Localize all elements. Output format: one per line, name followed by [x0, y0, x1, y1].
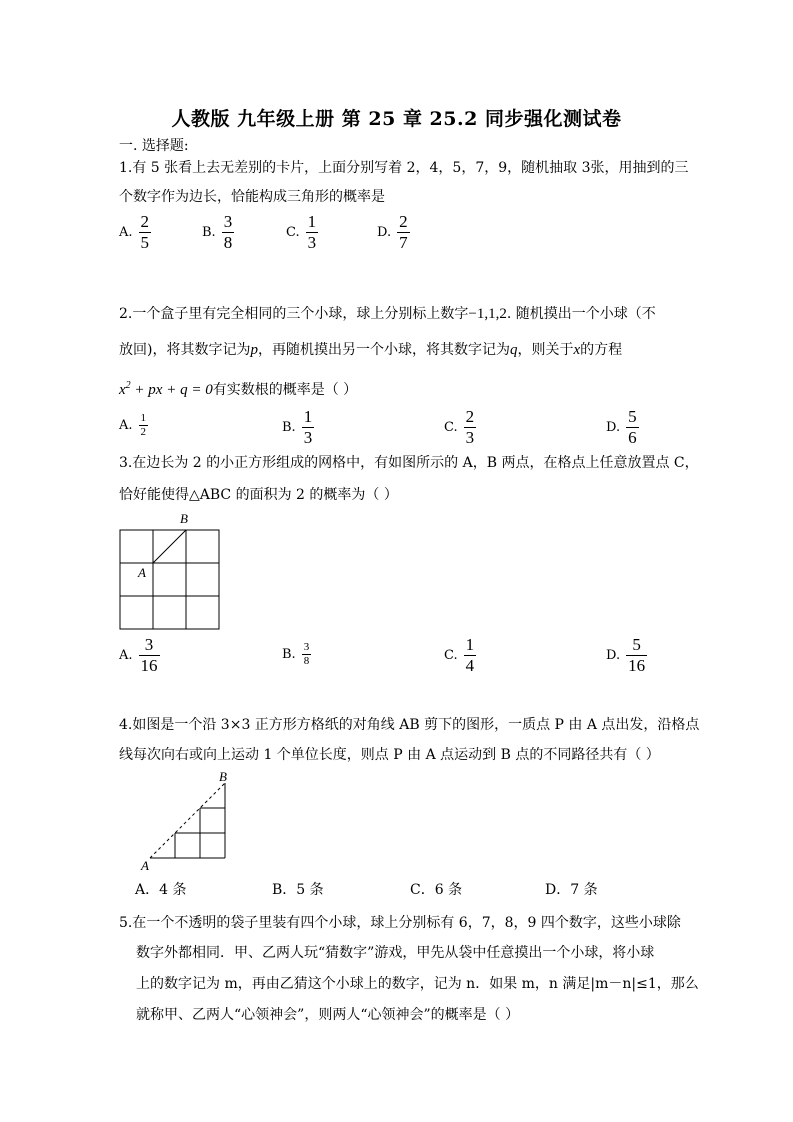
q5-text-line3: 上的数字记为 m，再由乙猜这个小球上的数字，记为 n．如果 m，n 满足|m－n|≤1，那么: [136, 976, 699, 992]
q4-text-line2: 线每次向右或向上运动 1 个单位长度，则点 P 由 A 点运动到 B 点的不同路径共有（ ）: [119, 747, 660, 763]
q3-option-a: A. $\frac{3}{16}$: [119, 635, 158, 675]
page-title: 人教版 九年级上册 第 25 章 25.2 同步强化测试卷: [171, 108, 622, 130]
q3-option-d: D. $\frac{5}{16}$: [606, 635, 646, 675]
q2-option-a: A. $\frac{1}{2}$: [119, 412, 147, 438]
q2-option-b: B. $\frac{1}{3}$: [282, 407, 313, 447]
q3-option-b: B. $\frac{3}{8}$: [282, 641, 310, 667]
q4-option-a: A．4 条: [135, 882, 187, 898]
q5-text-line4: 就称甲、乙两人“心领神会”，则两人“心领神会”的概率是（ ）: [136, 1007, 520, 1023]
q4-option-b: B．5 条: [272, 882, 324, 898]
q4-diagonal-ab: [150, 783, 225, 858]
q2-option-d: D. $\frac{5}{6}$: [606, 407, 637, 447]
q3-grid-figure: [110, 510, 230, 635]
q4-option-d: D．7 条: [545, 882, 598, 898]
q4-label-b: B: [219, 770, 227, 784]
q4-text-line1: 4.如图是一个沿 3×3 正方形方格纸的对角线 AB 剪下的图形，一质点 P 由 A 点出发，沿格点: [119, 717, 700, 733]
q2-equation: $x^2$ + px + q = 0: [119, 380, 213, 398]
q4-option-c: C．6 条: [410, 882, 463, 898]
q3-text-line2: 恰好能使得△ABC 的面积为 2 的概率为（ ）: [119, 487, 398, 503]
q3-grid: [120, 530, 219, 629]
q1-option-b: B. $\frac{3}{8}$: [202, 212, 233, 252]
q5-text-line2: 数字外都相同．甲、乙两人玩“猜数字”游戏，甲先从袋中任意摸出一个小球，将小球: [136, 945, 655, 961]
q1-text-line2: 个数字作为边长，恰能构成三角形的概率是: [119, 189, 385, 205]
q2-text-line2: 放回)，将其数字记为p，再随机摸出另一个小球，将其数字记为q，则关于x的方程: [119, 342, 623, 358]
q3-segment-ab: [153, 530, 186, 563]
q2-text-line3: $x^2$ + px + q = 0有实数根的概率是（ ）: [119, 380, 358, 398]
q1-option-c: C. $\frac{1}{3}$: [286, 212, 317, 252]
q3-text-line1: 3.在边长为 2 的小正方形组成的网格中，有如图所示的 A，B 两点，在格点上任意放置点 C，: [119, 455, 699, 471]
section-heading: 一. 选择题:: [119, 138, 189, 154]
q4-staircase-figure: [135, 770, 235, 875]
q3-option-c: C. $\frac{1}{4}$: [444, 635, 475, 675]
q3-label-b: B: [180, 511, 188, 526]
q1-text-line1: 1.有 5 张看上去无差别的卡片，上面分别写着 2，4，5，7，9，随机抽取 3张，用抽到的三: [119, 160, 689, 176]
q1-option-d: D. $\frac{2}{7}$: [377, 212, 408, 252]
q1-option-a: A. $\frac{2}{5}$: [119, 212, 150, 252]
q4-label-a: A: [141, 858, 149, 873]
q5-text-line1: 5.在一个不透明的袋子里装有四个小球，球上分别标有 6，7，8，9 四个数字，这些小球除: [119, 915, 681, 931]
q2-text-line1: 2.一个盒子里有完全相同的三个小球，球上分别标上数字−1,1,2. 随机摸出一个小球（不: [119, 306, 656, 322]
q3-label-a: A: [138, 565, 146, 580]
q2-option-c: C. $\frac{2}{3}$: [444, 407, 475, 447]
